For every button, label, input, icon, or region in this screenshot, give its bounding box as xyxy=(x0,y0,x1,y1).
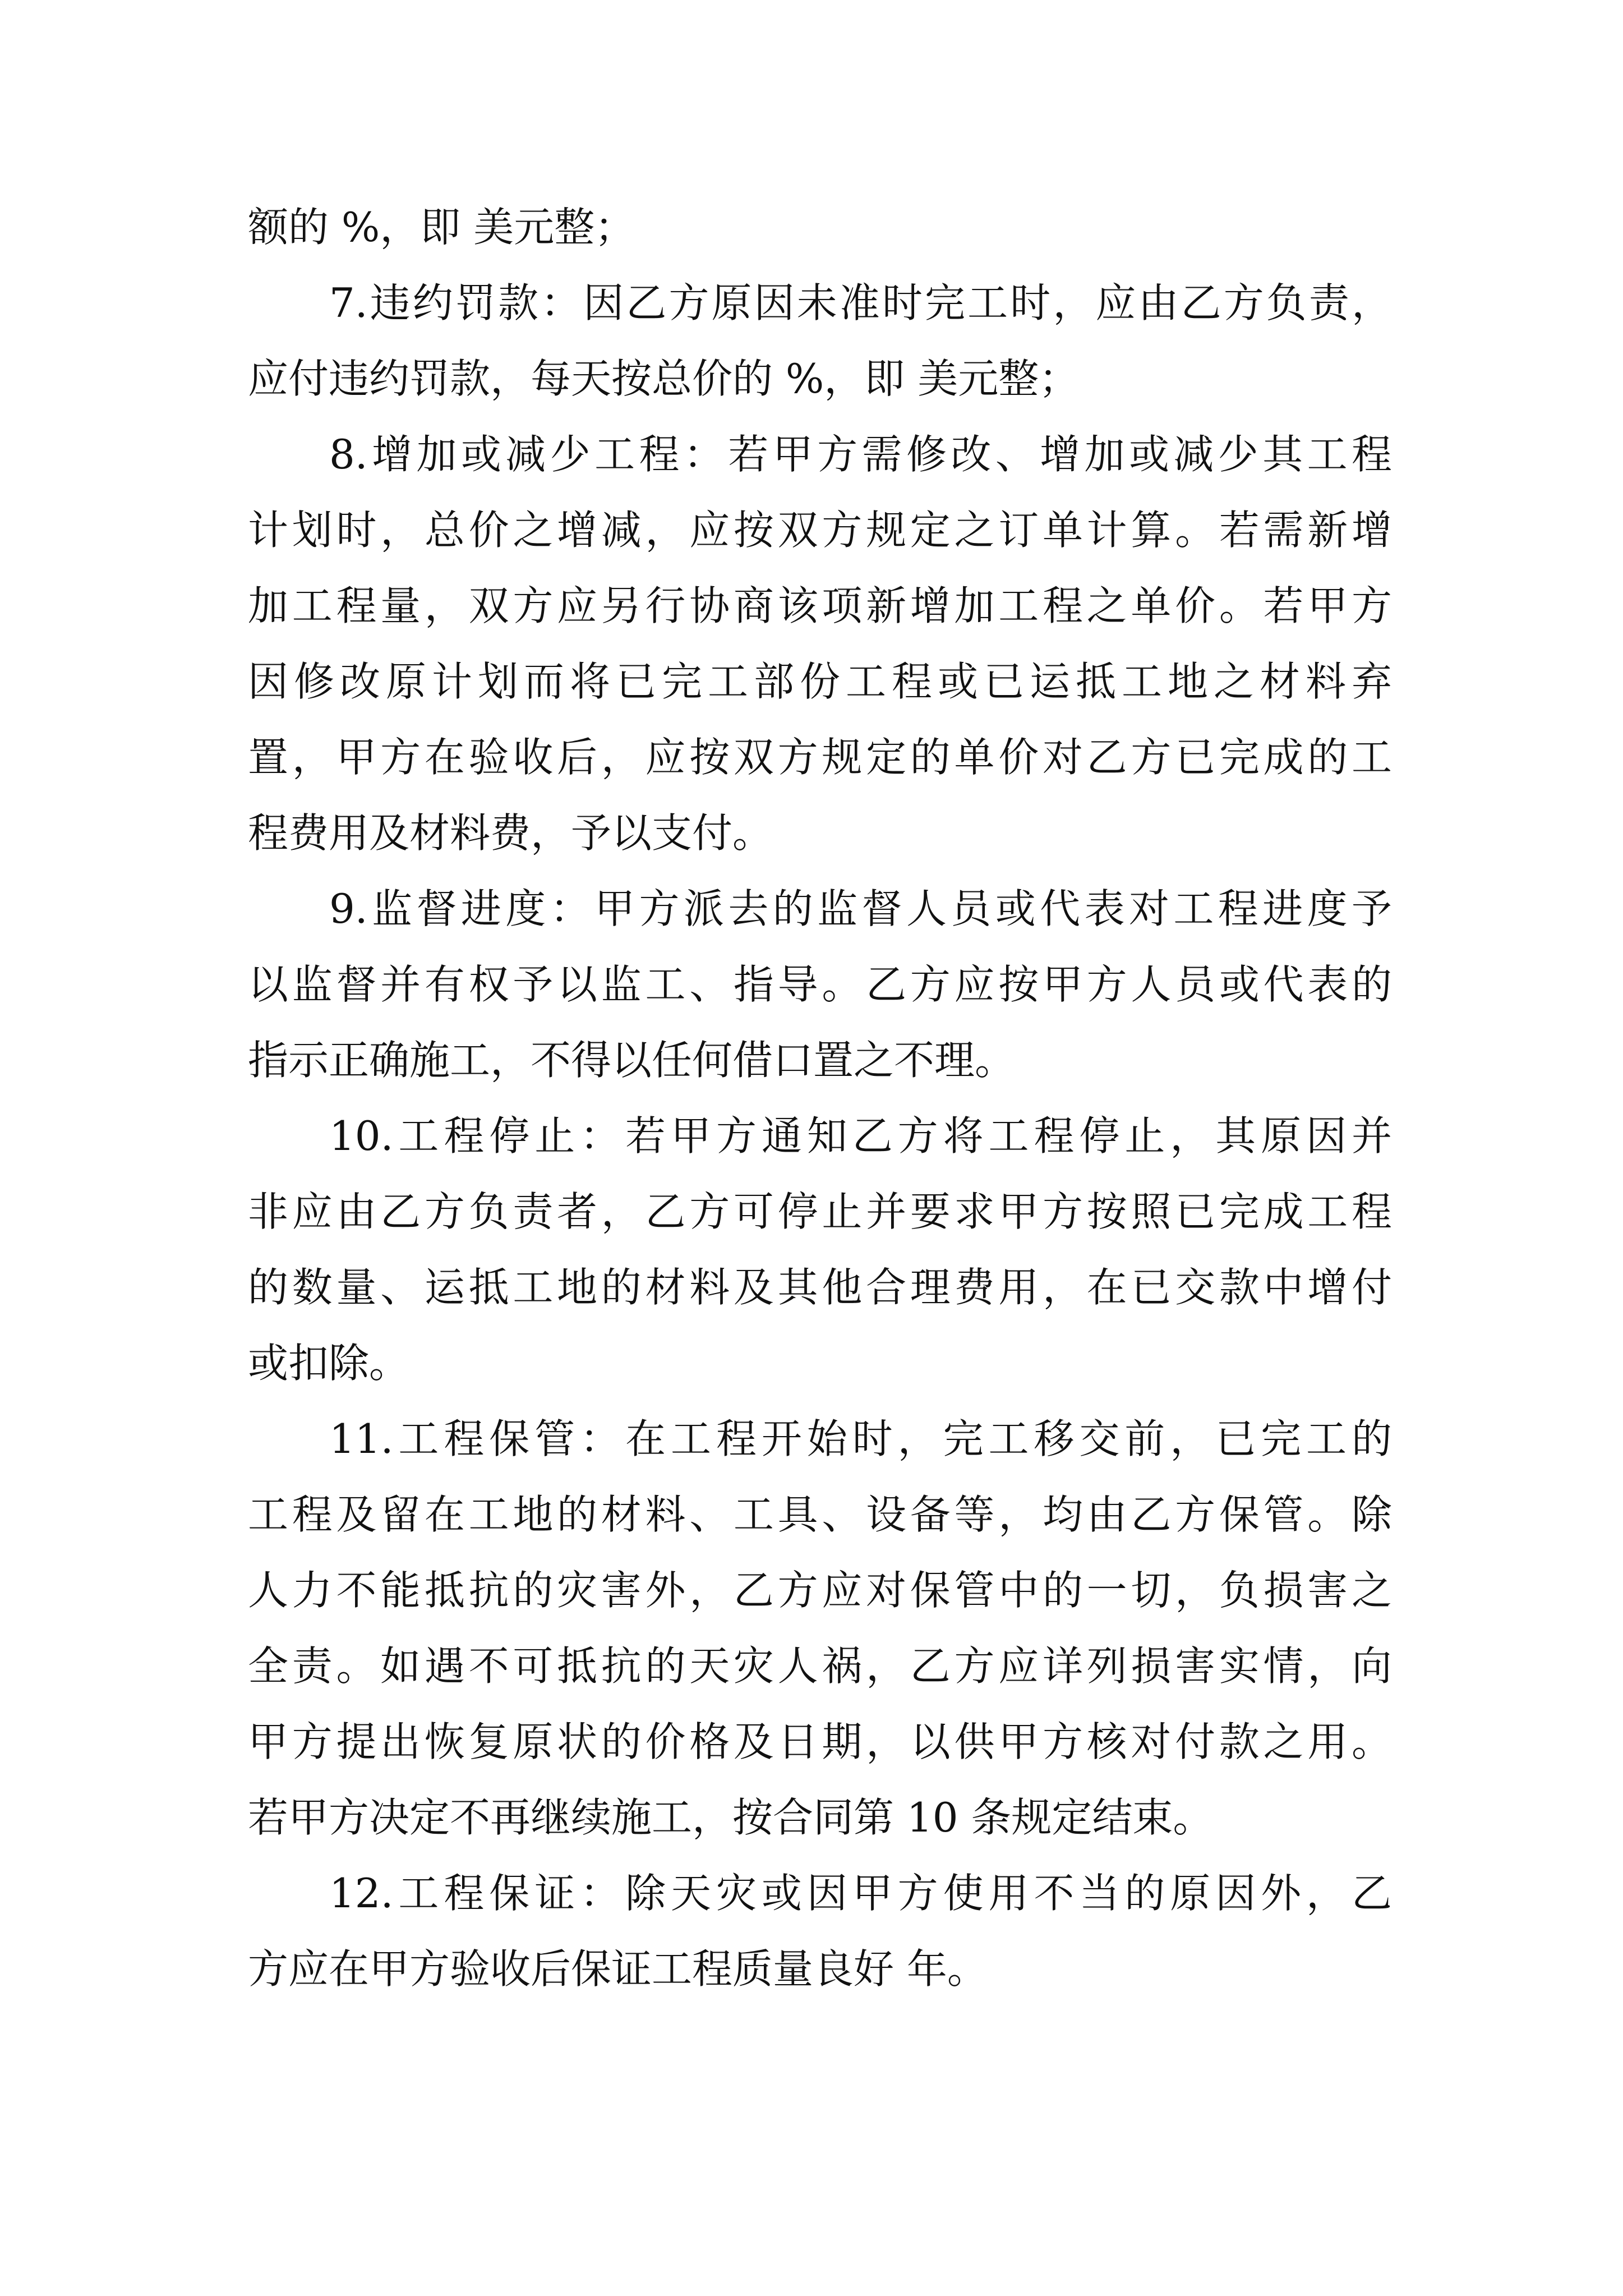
text-line: 10.工程停止：若甲方通知乙方将工程停止，其原因并 xyxy=(329,1112,1392,1159)
text-line: 工程及留在工地的材料、工具、设备等，均由乙方保管。除 xyxy=(248,1491,1392,1538)
text-line: 因修改原计划而将已完工部份工程或已运抵工地之材料弃 xyxy=(248,658,1392,705)
text-line: 非应由乙方负责者，乙方可停止并要求甲方按照已完成工程 xyxy=(248,1188,1392,1235)
text-line: 应付违约罚款，每天按总价的 %，即 美元整； xyxy=(248,355,1080,402)
text-line: 加工程量，双方应另行协商该项新增加工程之单价。若甲方 xyxy=(248,582,1392,629)
text-line: 若甲方决定不再继续施工，按合同第 10 条规定结束。 xyxy=(248,1794,1214,1841)
text-line: 甲方提出恢复原状的价格及日期，以供甲方核对付款之用。 xyxy=(248,1718,1392,1765)
text-line: 方应在甲方验收后保证工程质量良好 年。 xyxy=(248,1945,988,1993)
text-line: 人力不能抵抗的灾害外，乙方应对保管中的一切，负损害之 xyxy=(248,1567,1392,1614)
text-line: 9.监督进度：甲方派去的监督人员或代表对工程进度予 xyxy=(329,885,1392,932)
text-line: 程费用及材料费，予以支付。 xyxy=(248,809,773,857)
text-line: 或扣除。 xyxy=(248,1340,410,1387)
text-line: 指示正确施工，不得以任何借口置之不理。 xyxy=(248,1037,1016,1084)
text-line: 12.工程保证：除天灾或因甲方使用不当的原因外，乙 xyxy=(329,1870,1392,1917)
text-line: 的数量、运抵工地的材料及其他合理费用，在已交款中增付 xyxy=(248,1264,1392,1311)
text-line: 额的 %，即 美元整； xyxy=(248,204,635,251)
text-line: 7.违约罚款：因乙方原因未准时完工时，应由乙方负责， xyxy=(329,279,1392,326)
text-line: 以监督并有权予以监工、指导。乙方应按甲方人员或代表的 xyxy=(248,961,1392,1008)
text-line: 11.工程保管：在工程开始时，完工移交前，已完工的 xyxy=(329,1415,1392,1462)
text-line: 计划时，总价之增减，应按双方规定之订单计算。若需新增 xyxy=(248,507,1392,554)
text-line: 8.增加或减少工程：若甲方需修改、增加或减少其工程 xyxy=(329,431,1392,478)
text-line: 置，甲方在验收后，应按双方规定的单价对乙方已完成的工 xyxy=(248,734,1392,781)
text-line: 全责。如遇不可抵抗的天灾人祸，乙方应详列损害实情，向 xyxy=(248,1642,1392,1690)
